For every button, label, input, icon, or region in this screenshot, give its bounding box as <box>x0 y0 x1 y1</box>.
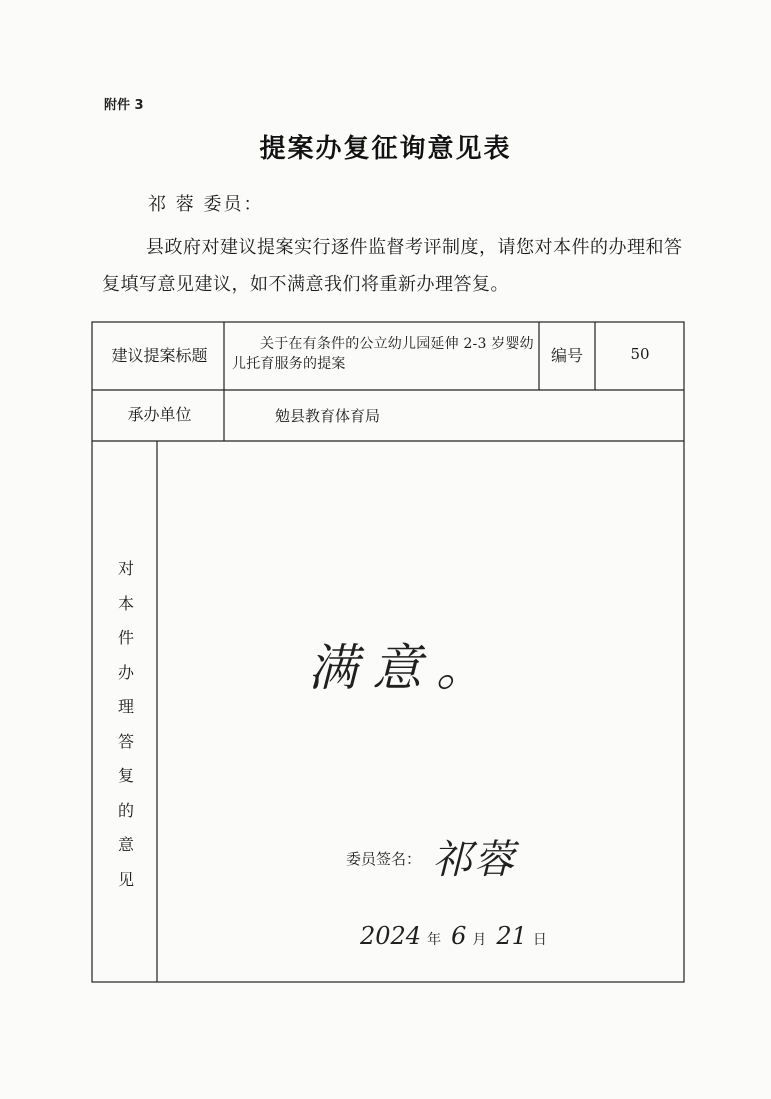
opinion-label-char: 意 <box>117 835 134 854</box>
page-title: 提案办复征询意见表 <box>259 134 512 164</box>
opinion-label-char: 本 <box>117 593 134 613</box>
date-year: 2024 <box>360 922 422 950</box>
proposal-title-label: 建议提案标题 <box>111 346 208 365</box>
proposal-title-value: 关于在有条件的公立幼儿园延伸 2-3 岁婴幼儿托育服务的提案 <box>232 336 534 372</box>
opinion-label-char: 理 <box>117 697 134 716</box>
date-day: 21 <box>496 922 527 950</box>
date-month: 6 <box>451 922 467 950</box>
handwritten-signature: 祁蓉 <box>432 837 516 883</box>
date-day-unit: 日 <box>532 932 547 948</box>
salutation: 祁 蓉 委员： <box>148 194 264 215</box>
date-year-unit: 年 <box>427 932 442 948</box>
opinion-label-char: 见 <box>117 869 134 889</box>
opinion-label-char: 件 <box>117 628 134 647</box>
opinion-label-char: 的 <box>117 800 134 820</box>
handwritten-opinion: 满意。 <box>308 639 500 697</box>
opinion-label <box>110 552 142 897</box>
number-label: 编号 <box>550 346 583 365</box>
date-row <box>360 922 557 950</box>
opinion-label-char: 复 <box>117 766 134 785</box>
opinion-label-char: 答 <box>117 731 134 751</box>
attachment-label: 附件 3 <box>104 98 144 113</box>
signature-label: 委员签名： <box>346 850 422 868</box>
number-value: 50 <box>630 345 650 363</box>
opinion-label-char: 对 <box>117 559 134 578</box>
date-month-unit: 月 <box>472 932 487 948</box>
opinion-label-char: 办 <box>117 662 134 682</box>
unit-value: 勉县教育体育局 <box>275 407 381 425</box>
intro-paragraph: 县政府对建议提案实行逐件监督考评制度，请您对本件的办理和答复填写意见建议，如不满意我们将重新办理答复。 <box>102 237 683 295</box>
unit-label: 承办单位 <box>127 405 192 424</box>
